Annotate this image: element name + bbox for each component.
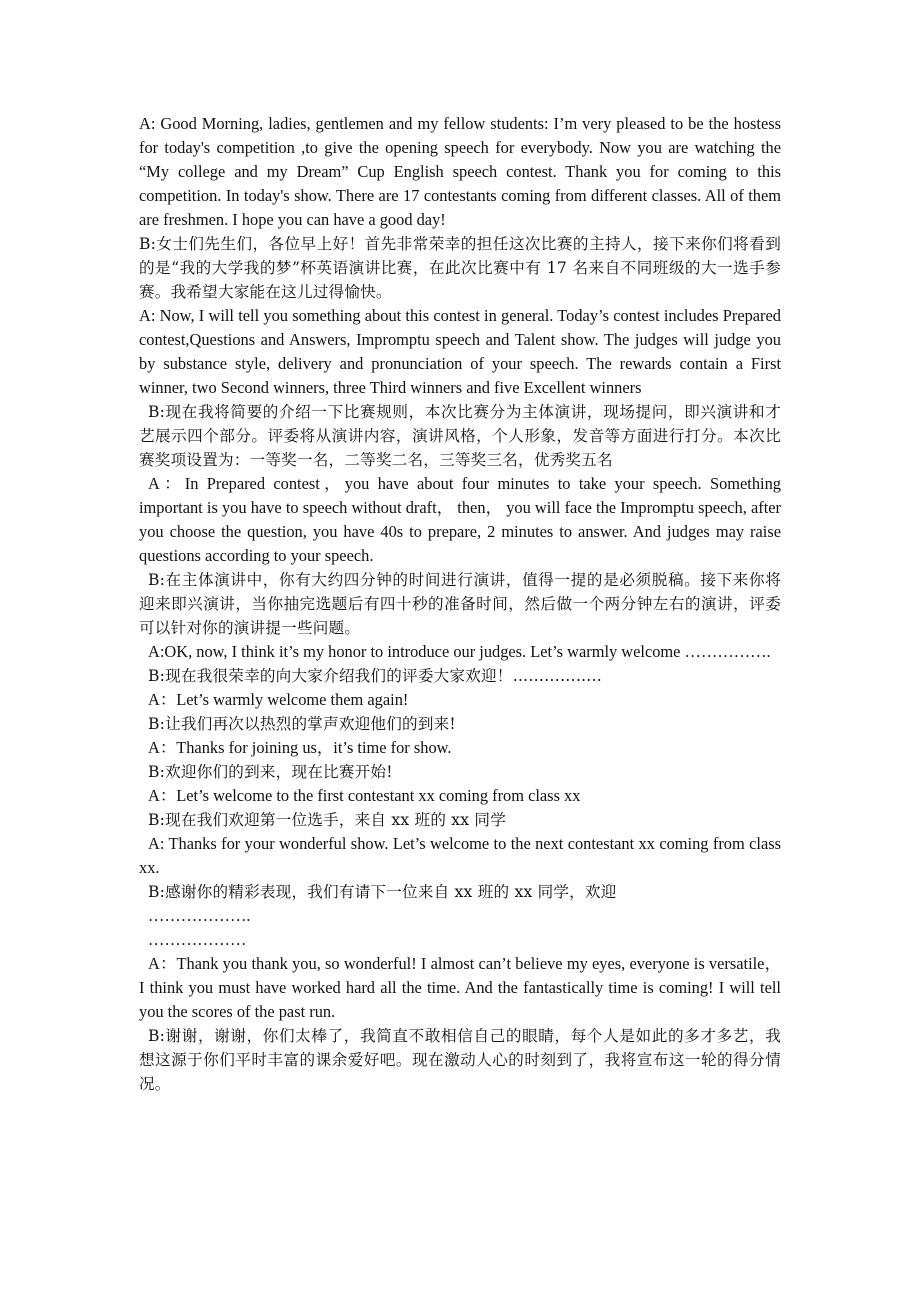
ellipsis-line-2: ……………… [148, 930, 247, 949]
paragraph-a-next-contestant: A: Thanks for your wonderful show. Let’s welcome to the next contestant xx coming from class xx. [139, 834, 781, 877]
paragraph-b-prepared-contest: B:在主体演讲中，你有大约四分钟的时间进行演讲，值得一提的是必须脱稿。接下来你将迎来即兴演讲，当你抽完选题后有四十秒的准备时间，然后做一个两分钟左右的演讲，评委可以针对你的演讲提一些问题。 [139, 571, 781, 637]
ellipsis-line-1: ………………. [148, 906, 251, 925]
paragraph-a-prepared-contest: A：In Prepared contest，you have about four minutes to take your speech. Something important is you have to speech without draft， then， you will face the Impromptu speech, after you choose the question, you have 40s to prepare, 2 minutes to answer. And judges may raise questions according to your speech. [139, 474, 781, 565]
paragraph-a-opening: A: Good Morning, ladies, gentlemen and my fellow students: I’m very pleased to be the hostess for today's competition ,to give the opening speech for everybody. Now you are watching the “My college and my Dream” Cup English speech contest. Thank you for coming to this competition. In today's show. There are 17 contestants coming from different classes. All of them are freshmen. I hope you can have a good day! [139, 114, 781, 229]
paragraph-b-contest-rules: B:现在我将简要的介绍一下比赛规则，本次比赛分为主体演讲，现场提问，即兴演讲和才艺展示四个部分。评委将从演讲内容，演讲风格，个人形象，发音等方面进行打分。本次比赛奖项设置为：一等奖一名，二等奖二名，三等奖三名，优秀奖五名 [139, 403, 781, 469]
paragraph-a-first-contestant: A：Let’s welcome to the first contestant xx coming from class xx [148, 786, 581, 805]
paragraph-b-scores: B:谢谢，谢谢，你们太棒了，我简直不敢相信自己的眼睛，每个人是如此的多才多艺，我想这源于你们平时丰富的课余爱好吧。现在激动人心的时刻到了，我将宣布这一轮的得分情况。 [139, 1027, 781, 1093]
paragraph-a-time-for-show: A：Thanks for joining us，it’s time for show. [148, 738, 452, 757]
paragraph-a-welcome-again: A：Let’s warmly welcome them again! [148, 690, 409, 709]
paragraph-b-welcome-again: B:让我们再次以热烈的掌声欢迎他们的到来! [148, 715, 456, 733]
paragraph-a-contest-rules: A: Now, I will tell you something about this contest in general. Today’s contest includes Prepared contest,Questions and Answers, Impromptu speech and Talent show. The judges will judge you by substance style, delivery and pronunciation of your speech. The rewards contain a First winner, two Second winners, three Third winners and five Excellent winners [139, 306, 781, 397]
paragraph-b-introduce-judges: B:现在我很荣幸的向大家介绍我们的评委大家欢迎！…………….. [148, 667, 602, 685]
paragraph-b-opening: B:女士们先生们，各位早上好！首先非常荣幸的担任这次比赛的主持人，接下来你们将看到的是“我的大学我的梦”杯英语演讲比赛，在此次比赛中有 17 名来自不同班级的大一选手参赛。我希望大家能在这儿过得愉快。 [139, 235, 781, 301]
paragraph-a-introduce-judges: A:OK, now, I think it’s my honor to introduce our judges. Let’s warmly welcome ……………. [148, 642, 771, 661]
paragraph-a-scores: A：Thank you thank you, so wonderful! I almost can’t believe my eyes, everyone is versatile，I think you must have worked hard all the time. And the fantastically time is coming! I will tell you the scores of the past run. [139, 954, 781, 1021]
document-body [139, 112, 781, 1096]
paragraph-b-first-contestant: B:现在我们欢迎第一位选手，来自 xx 班的 xx 同学 [148, 811, 507, 829]
paragraph-b-next-contestant: B:感谢你的精彩表现，我们有请下一位来自 xx 班的 xx 同学，欢迎 [148, 883, 617, 901]
paragraph-b-time-for-show: B:欢迎你们的到来，现在比赛开始! [148, 763, 393, 781]
